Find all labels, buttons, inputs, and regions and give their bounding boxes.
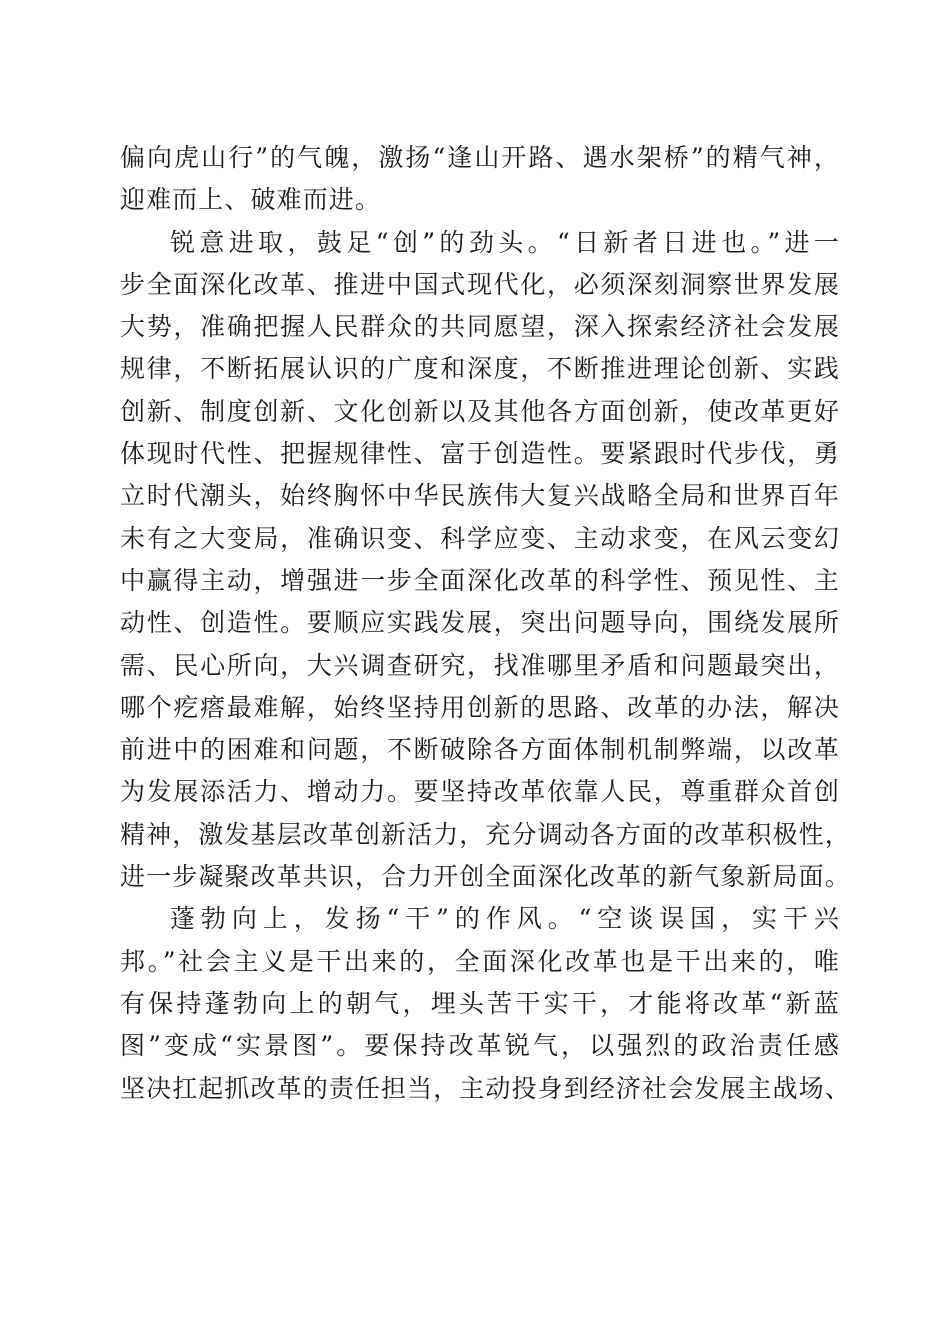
text-line: 步全面深化改革、推进中国式现代化，必须深刻洞察世界发展 xyxy=(120,269,840,299)
paragraph-start-line: 蓬勃向上，发扬“干”的作风。“空谈误国，实干兴 xyxy=(170,904,840,934)
text-line: 邦。”社会主义是干出来的，全面深化改革也是干出来的，唯 xyxy=(120,946,840,976)
text-line: 坚决扛起抓改革的责任担当，主动投身到经济社会发展主战场、 xyxy=(120,1073,851,1103)
text-line: 偏向虎山行”的气魄，激扬“逢山开路、遇水架桥”的精气神， xyxy=(120,143,840,172)
text-line: 进一步凝聚改革共识，合力开创全面深化改革的新气象新局面。 xyxy=(120,862,851,892)
text-line: 规律，不断拓展认识的广度和深度，不断推进理论创新、实践 xyxy=(120,354,840,384)
text-line: 立时代潮头，始终胸怀中华民族伟大复兴战略全局和世界百年 xyxy=(120,481,840,511)
text-line: 中赢得主动，增强进一步全面深化改革的科学性、预见性、主 xyxy=(120,565,840,595)
text-line: 前进中的困难和问题，不断破除各方面体制机制弊端，以改革 xyxy=(120,735,840,765)
text-line: 未有之大变局，准确识变、科学应变、主动求变，在风云变幻 xyxy=(120,523,840,553)
text-line: 迎难而上、破难而进。 xyxy=(120,185,382,215)
text-line: 动性、创造性。要顺应实践发展，突出问题导向，围绕发展所 xyxy=(120,608,840,638)
text-line: 创新、制度创新、文化创新以及其他各方面创新，使改革更好 xyxy=(120,396,840,426)
text-line: 精神，激发基层改革创新活力，充分调动各方面的改革积极性， xyxy=(120,819,851,849)
paragraph-start-line: 锐意进取，鼓足“创”的劲头。“日新者日进也。”进一 xyxy=(170,227,840,257)
text-line: 大势，准确把握人民群众的共同愿望，深入探索经济社会发展 xyxy=(120,312,840,342)
text-line: 有保持蓬勃向上的朝气，埋头苦干实干，才能将改革“新蓝 xyxy=(120,988,840,1018)
text-line: 需、民心所向，大兴调查研究，找准哪里矛盾和问题最突出， xyxy=(120,650,840,680)
text-line: 为发展添活力、增动力。要坚持改革依靠人民，尊重群众首创 xyxy=(120,777,840,807)
text-line: 体现时代性、把握规律性、富于创造性。要紧跟时代步伐，勇 xyxy=(120,439,840,469)
text-line: 图”变成“实景图”。要保持改革锐气，以强烈的政治责任感 xyxy=(120,1031,840,1061)
body-text xyxy=(120,137,851,1110)
text-line: 哪个疙瘩最难解，始终坚持用创新的思路、改革的办法，解决 xyxy=(120,692,840,722)
